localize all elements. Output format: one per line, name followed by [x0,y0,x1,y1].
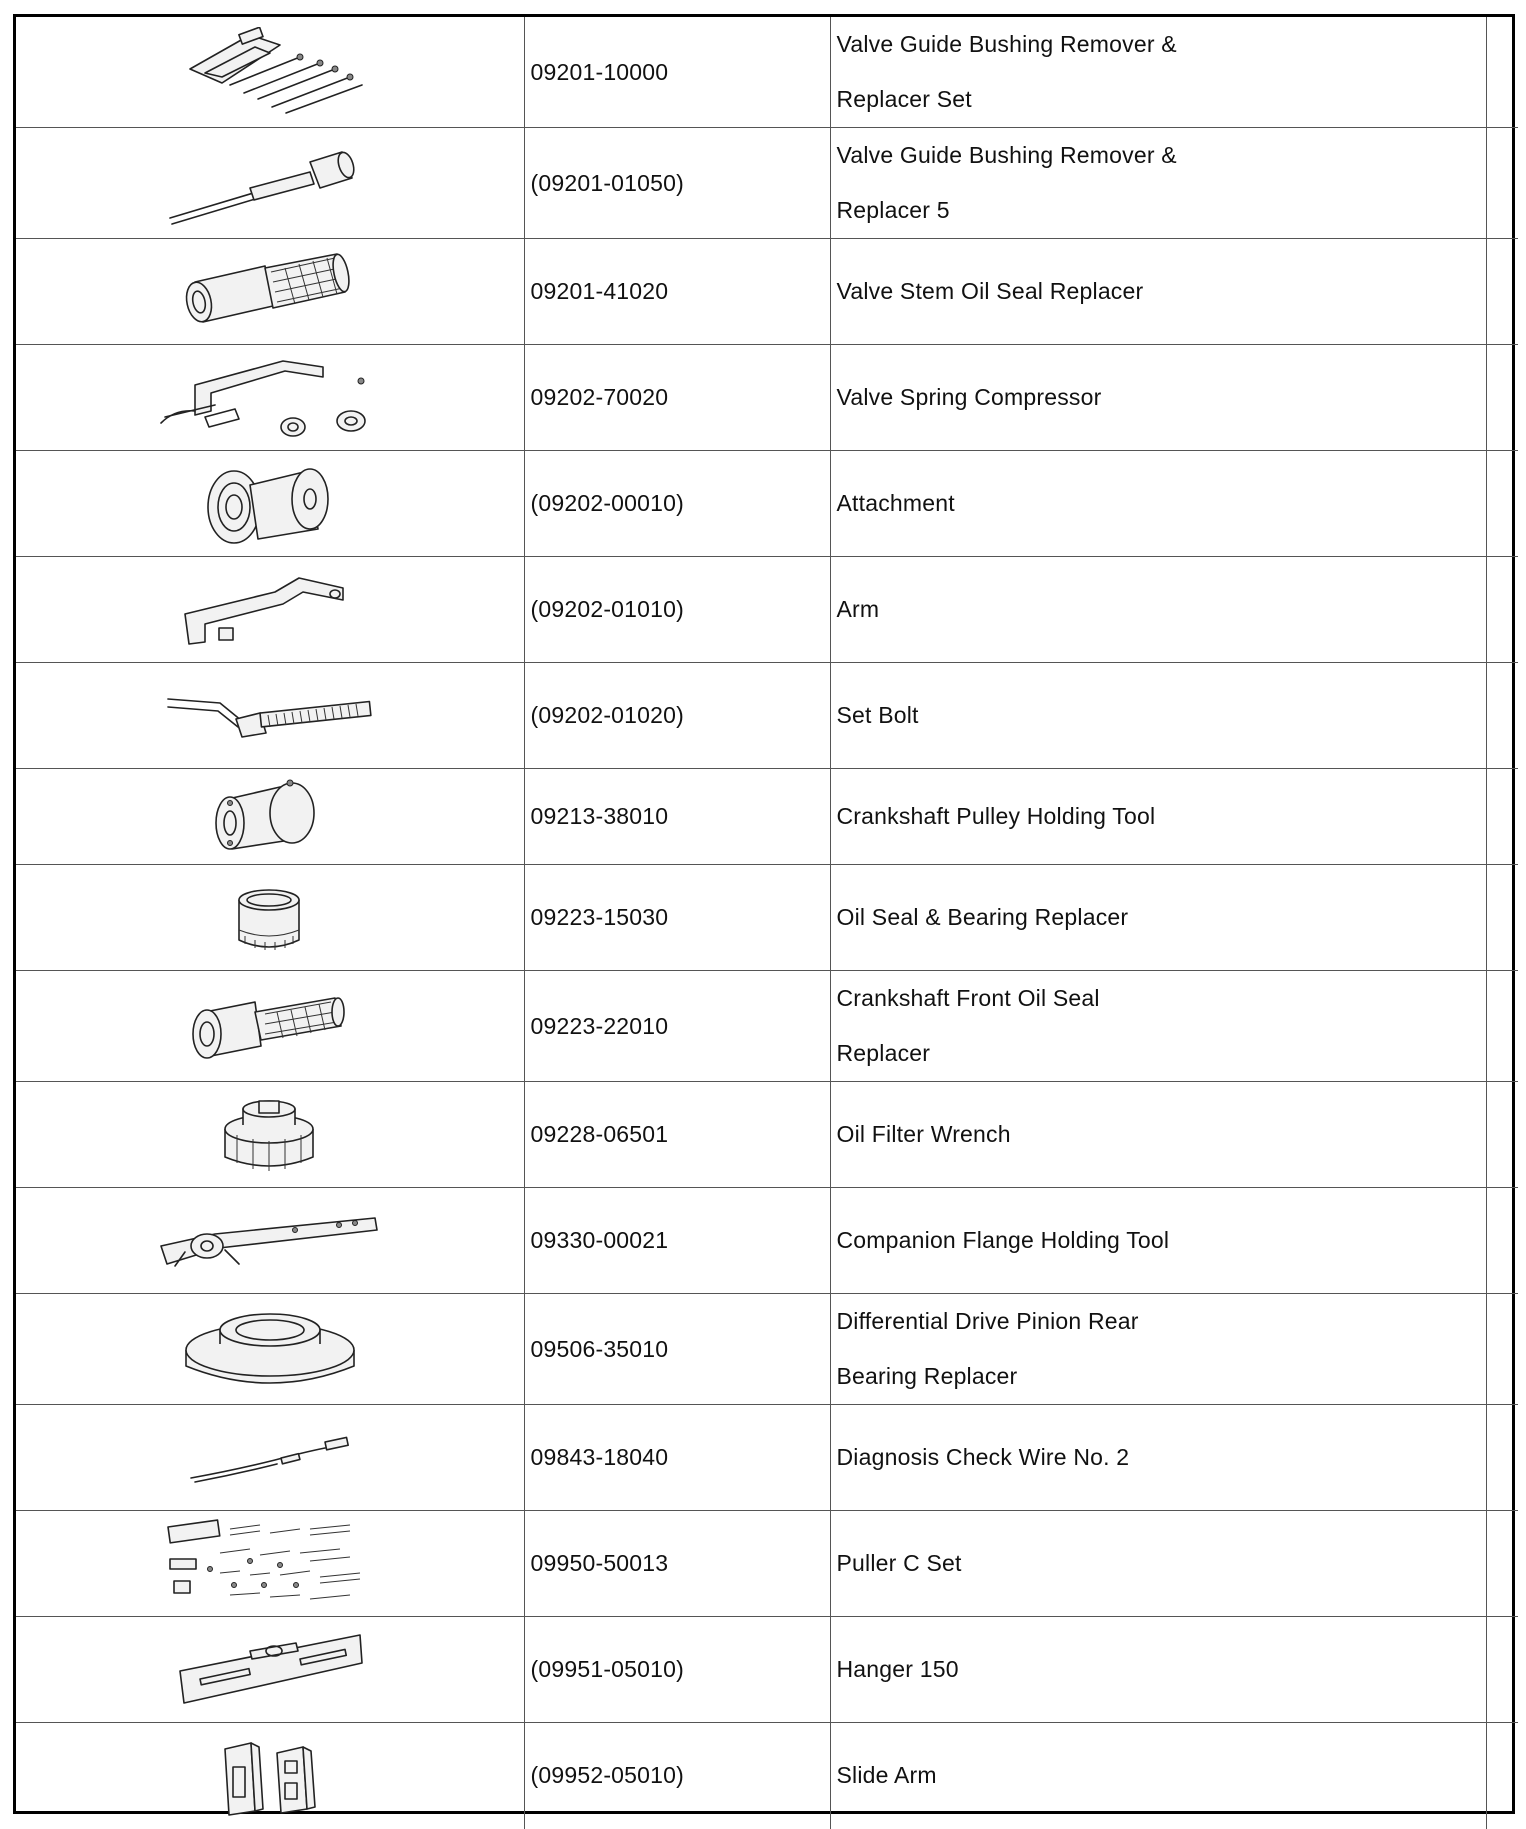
table-row [16,557,1518,663]
tool-name: Diagnosis Check Wire No. 2 [830,1405,1486,1511]
tool-name: Valve Guide Bushing Remover & Replacer 5 [830,128,1486,239]
blank-cell [1486,239,1518,345]
blank-cell [1486,1405,1518,1511]
tool-illustration [16,865,524,971]
table-row [16,1188,1518,1294]
part-number: 09201-10000 [524,17,830,128]
front-oil-seal-replacer-icon [185,986,355,1066]
tool-name: Hanger 150 [830,1617,1486,1723]
puller-set-icon [160,1519,380,1609]
bushing-remover-rod-icon [160,138,380,228]
part-number: 09228-06501 [524,1082,830,1188]
part-number: (09202-00010) [524,451,830,557]
table-row [16,769,1518,865]
blank-cell [1486,128,1518,239]
tool-name: Oil Filter Wrench [830,1082,1486,1188]
table-row [16,17,1518,128]
bearing-replacer-cup-icon [225,878,315,958]
slide-arm-icon [215,1731,325,1821]
part-number: 09506-35010 [524,1294,830,1405]
table-row [16,1723,1518,1829]
blank-cell [1486,1082,1518,1188]
valve-guide-bushing-set-icon [170,27,370,117]
tool-name: Companion Flange Holding Tool [830,1188,1486,1294]
pulley-holding-tool-icon [210,777,330,857]
oil-seal-replacer-icon [175,252,365,332]
blank-cell [1486,345,1518,451]
tool-illustration [16,1617,524,1723]
attachment-icon [200,459,340,549]
tool-illustration [16,1082,524,1188]
tool-illustration [16,128,524,239]
oil-filter-wrench-icon [215,1095,325,1175]
blank-cell [1486,865,1518,971]
tool-illustration [16,1405,524,1511]
tool-name: Set Bolt [830,663,1486,769]
tool-illustration [16,17,524,128]
blank-cell [1486,451,1518,557]
table-row [16,865,1518,971]
hanger-icon [170,1625,370,1715]
tool-name: Valve Guide Bushing Remover & Replacer Set [830,17,1486,128]
tool-name: Crankshaft Front Oil Seal Replacer [830,971,1486,1082]
blank-cell [1486,1723,1518,1829]
table-row [16,451,1518,557]
tool-illustration [16,663,524,769]
tool-name: Crankshaft Pulley Holding Tool [830,769,1486,865]
blank-cell [1486,557,1518,663]
table-row [16,128,1518,239]
table-row [16,239,1518,345]
blank-cell [1486,663,1518,769]
part-number: 09213-38010 [524,769,830,865]
pinion-bearing-replacer-icon [180,1304,360,1394]
tool-name: Puller C Set [830,1511,1486,1617]
table-row [16,1617,1518,1723]
tool-illustration [16,557,524,663]
table-row [16,663,1518,769]
part-number: (09952-05010) [524,1723,830,1829]
part-number: 09201-41020 [524,239,830,345]
part-number: (09202-01020) [524,663,830,769]
tool-illustration [16,1723,524,1829]
special-tools-table [13,14,1515,1814]
blank-cell [1486,971,1518,1082]
valve-spring-compressor-icon [155,353,385,443]
tool-name: Attachment [830,451,1486,557]
table-row [16,1294,1518,1405]
tool-illustration [16,345,524,451]
part-number: 09330-00021 [524,1188,830,1294]
blank-cell [1486,769,1518,865]
part-number: 09202-70020 [524,345,830,451]
tool-name: Slide Arm [830,1723,1486,1829]
tool-illustration [16,1511,524,1617]
part-number: (09202-01010) [524,557,830,663]
tool-name: Valve Spring Compressor [830,345,1486,451]
flange-holding-tool-icon [155,1206,385,1276]
blank-cell [1486,17,1518,128]
tool-name: Oil Seal & Bearing Replacer [830,865,1486,971]
table-row [16,1511,1518,1617]
tool-illustration [16,239,524,345]
part-number: 09950-50013 [524,1511,830,1617]
tool-illustration [16,769,524,865]
part-number: (09951-05010) [524,1617,830,1723]
tool-illustration [16,1294,524,1405]
set-bolt-icon [160,681,380,751]
part-number: 09843-18040 [524,1405,830,1511]
tool-illustration [16,971,524,1082]
part-number: 09223-15030 [524,865,830,971]
table-row [16,971,1518,1082]
blank-cell [1486,1188,1518,1294]
arm-icon [175,570,365,650]
check-wire-icon [185,1428,355,1488]
blank-cell [1486,1511,1518,1617]
table-row [16,1405,1518,1511]
part-number: (09201-01050) [524,128,830,239]
tool-illustration [16,451,524,557]
table-row [16,1082,1518,1188]
blank-cell [1486,1294,1518,1405]
tool-name: Arm [830,557,1486,663]
table-row [16,345,1518,451]
tool-name: Differential Drive Pinion Rear Bearing Replacer [830,1294,1486,1405]
part-number: 09223-22010 [524,971,830,1082]
blank-cell [1486,1617,1518,1723]
tool-name: Valve Stem Oil Seal Replacer [830,239,1486,345]
tool-illustration [16,1188,524,1294]
